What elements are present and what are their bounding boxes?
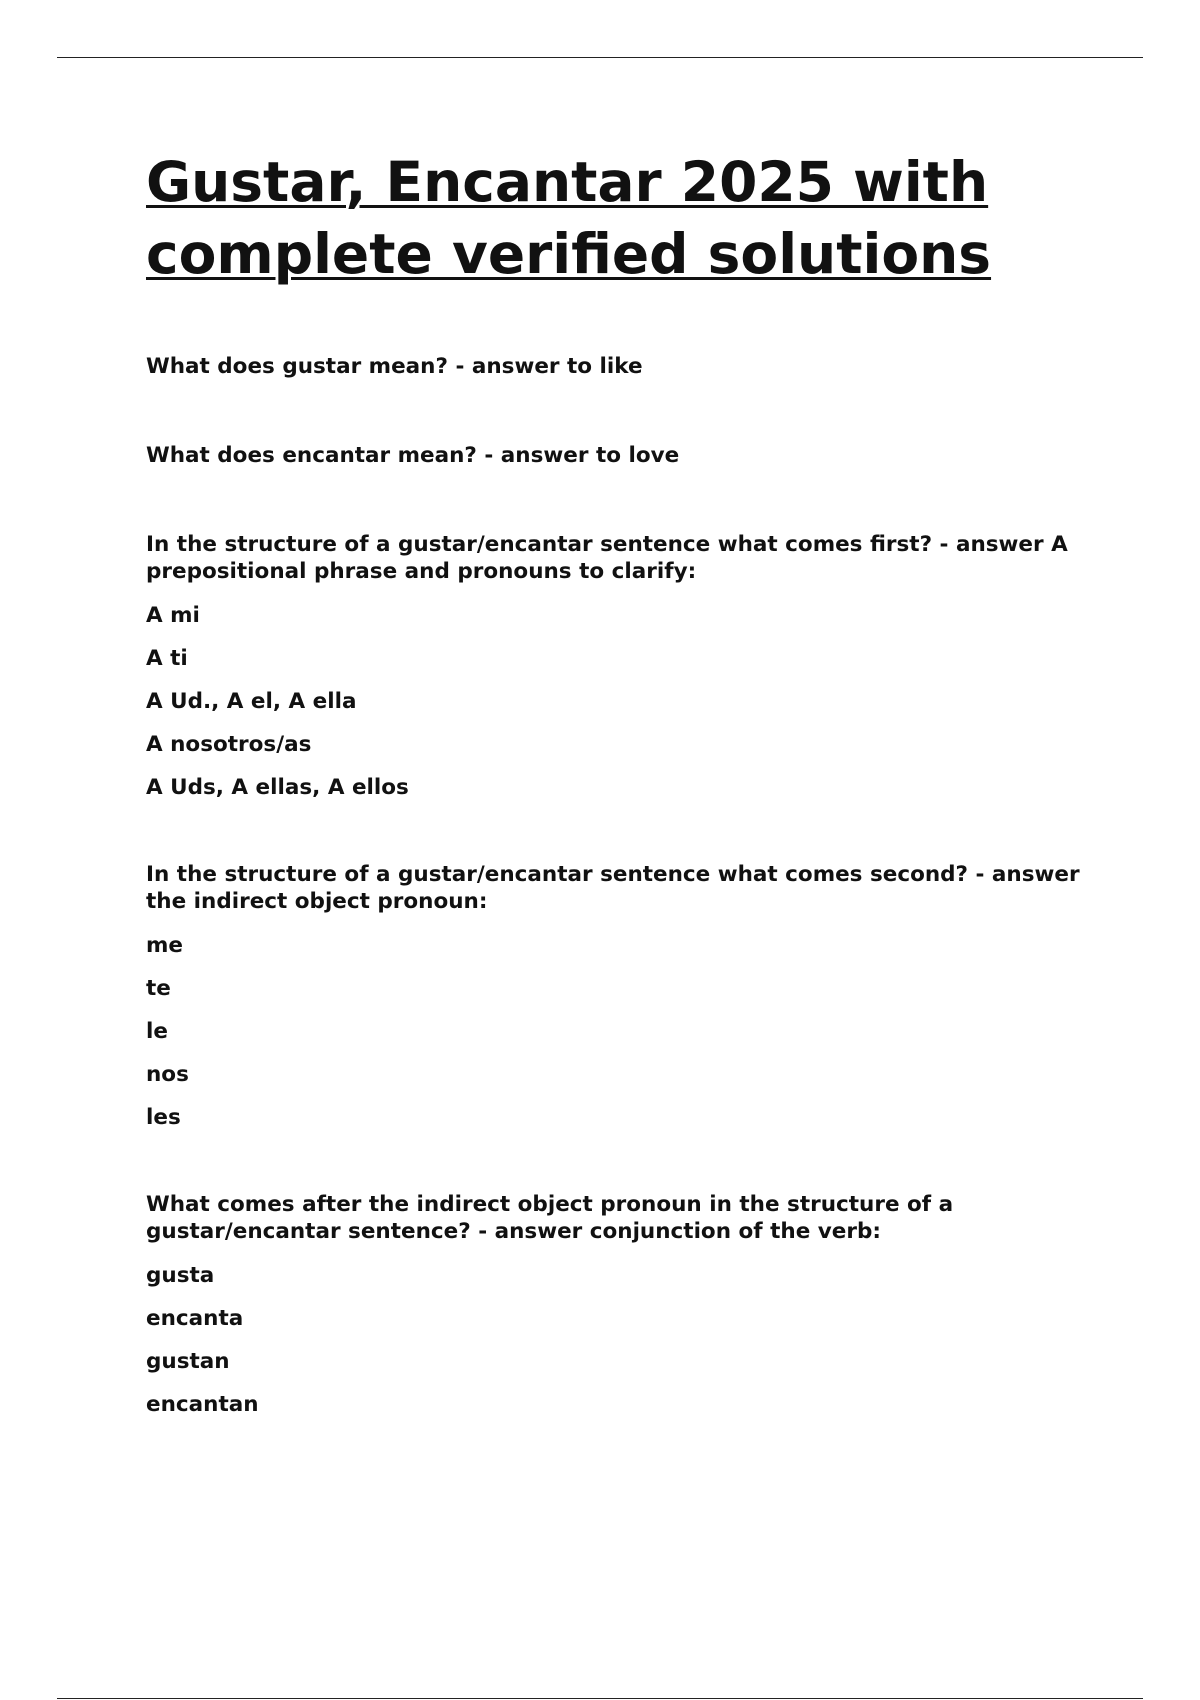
question-1: What does gustar mean? - answer to like bbox=[146, 354, 643, 379]
list-item: encantan bbox=[146, 1392, 259, 1417]
document-title: Gustar, Encantar 2025 with complete verified solutions bbox=[146, 150, 992, 286]
question-3: In the structure of a gustar/encantar sentence what comes first? - answer A prepositional phrase and pronouns to clarify: bbox=[146, 532, 1068, 584]
document-body bbox=[146, 146, 1086, 1418]
list-item: le bbox=[146, 1019, 168, 1044]
list-item: A nosotros/as bbox=[146, 732, 312, 757]
list-item: encanta bbox=[146, 1306, 244, 1331]
question-4: In the structure of a gustar/encantar sentence what comes second? - answer the indirect object pronoun: bbox=[146, 862, 1080, 914]
question-5: What comes after the indirect object pronoun in the structure of a gustar/encantar sentence? - answer conjunction of the verb: bbox=[146, 1192, 954, 1244]
footer-rule bbox=[57, 1698, 1143, 1699]
list-item: A Uds, A ellas, A ellos bbox=[146, 775, 409, 800]
list-item: gustan bbox=[146, 1349, 230, 1374]
list-item: me bbox=[146, 933, 183, 958]
header-rule bbox=[57, 57, 1143, 58]
list-item: A Ud., A el, A ella bbox=[146, 689, 357, 714]
question-2: What does encantar mean? - answer to love bbox=[146, 443, 680, 468]
list-item: nos bbox=[146, 1062, 189, 1087]
list-item: A ti bbox=[146, 646, 188, 671]
list-item: A mi bbox=[146, 603, 200, 628]
list-item: te bbox=[146, 976, 171, 1001]
list-item: les bbox=[146, 1105, 181, 1130]
list-item: gusta bbox=[146, 1263, 215, 1288]
